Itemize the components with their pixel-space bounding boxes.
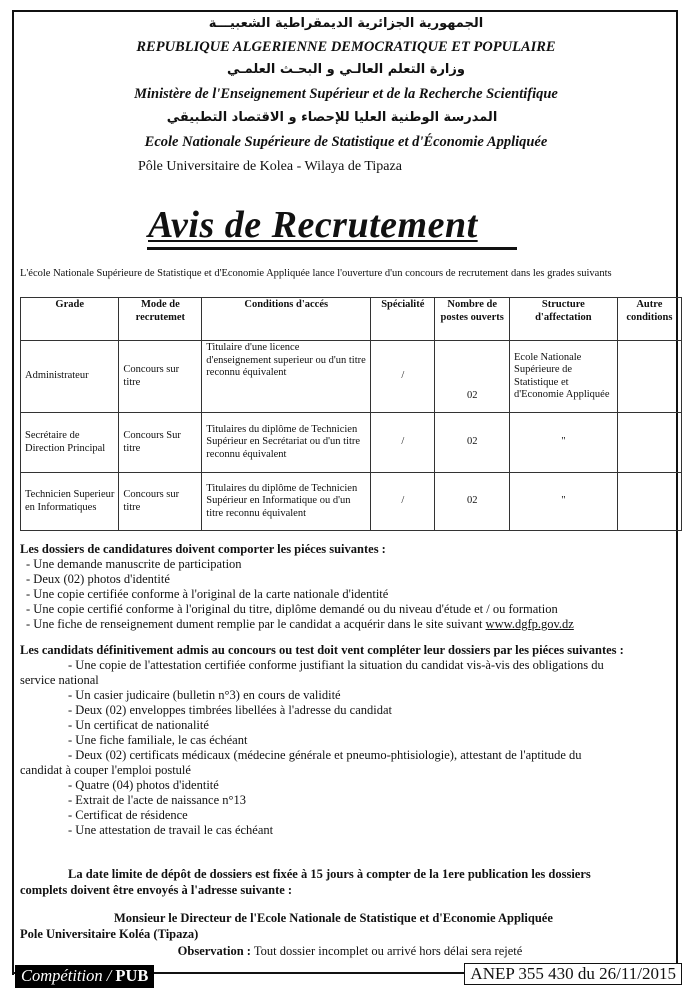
cell-autre — [617, 341, 681, 413]
cell-specialite: / — [371, 473, 435, 531]
address-block — [20, 910, 680, 942]
arabic-ministry-heading: وزارة التعلم العالـي و البحـث العلمـي — [227, 62, 465, 77]
competition-pub-badge — [15, 965, 154, 988]
recruitment-table — [20, 297, 682, 531]
location-line: Pôle Universitaire de Kolea - Wilaya de Tipaza — [138, 159, 402, 174]
cell-postes: 02 — [435, 341, 510, 413]
table-header-row — [21, 298, 682, 341]
admitted-item: - Une fiche familiale, le cas échéant — [68, 733, 248, 747]
admitted-item: - Deux (02) enveloppes timbrées libellées à l'adresse du candidat — [68, 703, 393, 717]
cell-mode: Concours sur titre — [119, 341, 202, 413]
dgfp-link[interactable]: www.dgfp.gov.dz — [485, 617, 574, 631]
cell-postes: 02 — [435, 413, 510, 473]
anep-reference-badge: ANEP 355 430 du 26/11/2015 — [464, 963, 682, 985]
table-row — [21, 413, 682, 473]
dossier-item — [20, 617, 680, 632]
cell-autre — [617, 413, 681, 473]
arabic-republic-heading: الجمهورية الجزائرية الديمقراطية الشعبيـــة — [208, 16, 484, 31]
dossier-item-text: - Une fiche de renseignement dument remplie par le candidat a acquérir dans le site suivant — [26, 617, 486, 631]
header-specialite: Spécialité — [371, 298, 435, 341]
cell-structure: Ecole Nationale Supérieure de Statistique et d'Economie Appliquée — [510, 341, 618, 413]
page-title: Avis de Recrutement — [148, 204, 478, 246]
badge-pub: PUB — [115, 966, 149, 985]
cell-structure: " — [510, 413, 618, 473]
school-heading: Ecole Nationale Supérieure de Statistique et d'Économie Appliquée — [144, 134, 548, 150]
admitted-item: - Un casier judicaire (bulletin n°3) en cours de validité — [68, 688, 341, 702]
admitted-item: - Deux (02) certificats médicaux (médecine générale et pneumo-phtisiologie), attestant de l'aptitude du — [68, 748, 582, 762]
header-structure: Structure d'affectation — [510, 298, 618, 341]
address-line-1: Monsieur le Directeur de l'Ecole Nationale de Statistique et d'Economie Appliquée — [114, 911, 553, 925]
address-line-2: Pole Universitaire Koléa (Tipaza) — [20, 927, 199, 941]
admitted-heading: Les candidats définitivement admis au concours ou test doit vent compléter leur dossiers par les piéces suivantes : — [20, 643, 624, 657]
dossier-heading: Les dossiers de candidatures doivent comporter les piéces suivantes : — [20, 542, 386, 556]
header-mode: Mode de recrutemet — [119, 298, 202, 341]
deadline-line-2: complets doivent être envoyés à l'adresse suivante : — [20, 883, 293, 897]
dossier-item: - Deux (02) photos d'identité — [26, 572, 170, 586]
cell-conditions: Titulaires du diplôme de Technicien Supérieur en Secrétariat ou d'un titre reconnu équivalent — [202, 413, 371, 473]
deadline-paragraph — [20, 866, 680, 898]
dossier-section — [20, 542, 680, 632]
dossier-item: - Une copie certifié conforme à l'original du titre, diplôme demandé ou du niveau d'étude et / ou formation — [26, 602, 558, 616]
cell-grade: Administrateur — [21, 341, 119, 413]
cell-conditions: Titulaires du diplôme de Technicien Supérieur en Informatique ou d'un titre reconnu équivalent — [202, 473, 371, 531]
admitted-item: - Une attestation de travail le cas échéant — [68, 823, 274, 837]
intro-text: L'école Nationale Supérieure de Statistique et d'Economie Appliquée lance l'ouverture d'un concours de recrutement dans les grades suivants — [20, 268, 612, 279]
admitted-section — [20, 643, 680, 838]
table-row — [21, 473, 682, 531]
observation-line — [20, 944, 680, 959]
cell-mode: Concours sur titre — [119, 473, 202, 531]
cell-mode: Concours Sur titre — [119, 413, 202, 473]
badge-competition: Compétition / — [21, 966, 116, 985]
observation-text: Tout dossier incomplet ou arrivé hors délai sera rejeté — [250, 944, 523, 958]
republic-heading: REPUBLIQUE ALGERIENNE DEMOCRATIQUE ET POPULAIRE — [136, 39, 556, 55]
cell-grade: Secrétaire de Direction Principal — [21, 413, 119, 473]
header-autre: Autre conditions — [617, 298, 681, 341]
table-row — [21, 341, 682, 413]
cell-conditions: Titulaire d'une licence d'enseignement superieur ou d'un titre reconnu équivalent — [202, 341, 371, 413]
ministry-heading: Ministère de l'Enseignement Supérieur et de la Recherche Scientifique — [134, 86, 558, 102]
arabic-school-heading: المدرسة الوطنية العليا للإحصاء و الاقتصاد التطبيقي — [166, 110, 498, 125]
header-postes: Nombre de postes ouverts — [435, 298, 510, 341]
admitted-item: - Extrait de l'acte de naissance n°13 — [68, 793, 247, 807]
header-grade: Grade — [21, 298, 119, 341]
cell-grade: Technicien Superieur en Informatiques — [21, 473, 119, 531]
title-underline — [147, 247, 517, 250]
cell-postes: 02 — [435, 473, 510, 531]
header-conditions: Conditions d'accés — [202, 298, 371, 341]
cell-specialite: / — [371, 341, 435, 413]
admitted-item: - Certificat de résidence — [68, 808, 188, 822]
dossier-item: - Une copie certifiée conforme à l'original de la carte nationale d'identité — [26, 587, 389, 601]
admitted-item-continuation: service national — [20, 673, 99, 687]
admitted-item: - Quatre (04) photos d'identité — [68, 778, 219, 792]
cell-autre — [617, 473, 681, 531]
observation-label: Observation : — [177, 944, 251, 958]
admitted-item: - Une copie de l'attestation certifiée conforme justifiant la situation du candidat vis-à-vis des obligations du — [68, 658, 604, 672]
dossier-item: - Une demande manuscrite de participation — [26, 557, 242, 571]
cell-structure: " — [510, 473, 618, 531]
admitted-item-continuation: candidat à couper l'emploi postulé — [20, 763, 191, 777]
cell-specialite: / — [371, 413, 435, 473]
admitted-item: - Un certificat de nationalité — [68, 718, 209, 732]
deadline-line-1: La date limite de dépôt de dossiers est fixée à 15 jours à compter de la 1ere publication les dossiers — [68, 867, 591, 881]
